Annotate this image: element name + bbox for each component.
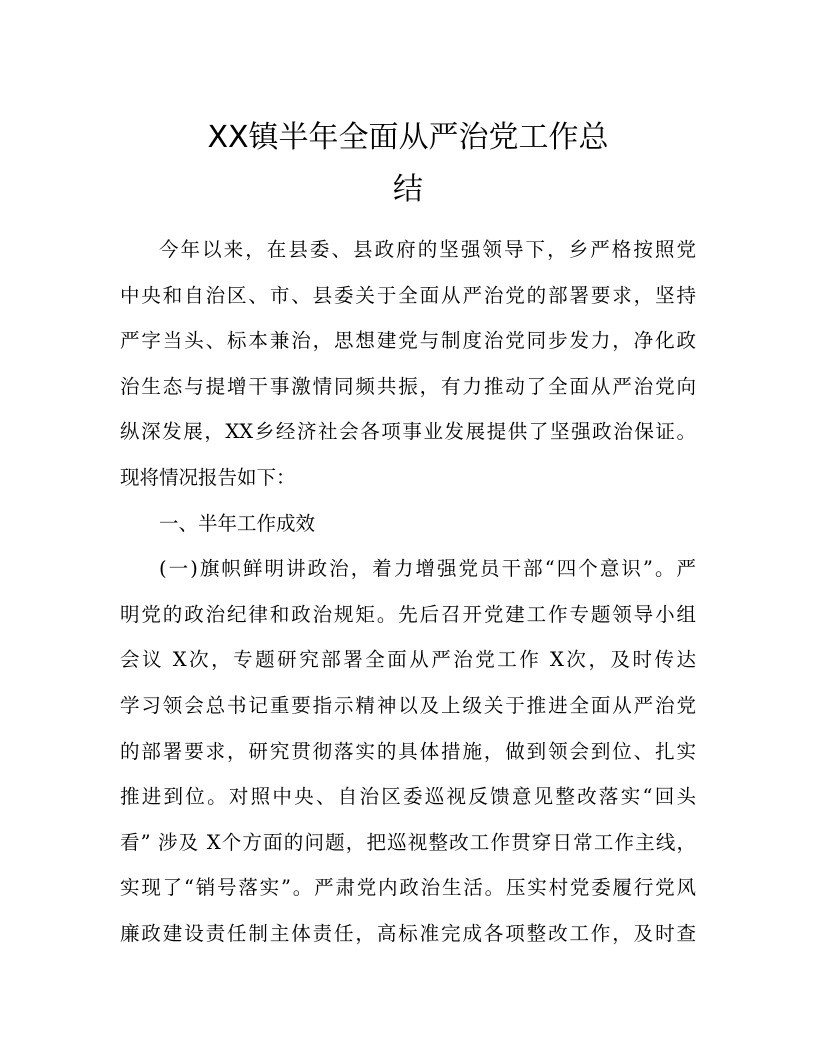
paragraph-2-line: 会议 X次，专题研究部署全面从严治党工作 X次，及时传达 [120,648,696,672]
document-title [120,112,696,216]
paragraph-2-line: (一)旗帜鲜明讲政治，着力增强党员干部“四个意识”。严 [159,557,696,581]
paragraph-2-line: 实现了“销号落实”。严肃党内政治生活。压实村党委履行党风 [120,876,696,900]
title-line-2: 结 [393,172,423,207]
paragraph-2-line: 推进到位。对照中央、自治区委巡视反馈意见整改落实“回头 [120,785,696,809]
document-body [120,227,696,957]
section-heading: 一、半年工作成效 [159,511,316,535]
paragraph-2-line: 廉政建设责任制主体责任，高标准完成各项整改工作，及时查 [120,921,696,945]
paragraph-1-line: 现将情况报告如下： [120,465,296,489]
paragraph-2-line: 明党的政治纪律和政治规矩。先后召开党建工作专题领导小组 [120,602,696,626]
paragraph-2-line: 学习领会总书记重要指示精神以及上级关于推进全面从严治党 [120,693,696,717]
paragraph-2-line: 的部署要求，研究贯彻落实的具体措施，做到领会到位、扎实 [120,739,696,763]
paragraph-1-line: 严字当头、标本兼治，思想建党与制度治党同步发力，净化政 [120,329,696,353]
paragraph-1-line: 纵深发展，XX乡经济社会各项事业发展提供了坚强政治保证。 [120,420,696,444]
paragraph-1-line: 治生态与提增干事激情同频共振，有力推动了全面从严治党向 [120,374,696,398]
title-line-1: XX镇半年全面从严治党工作总 [207,120,609,155]
paragraph-1-line: 中央和自治区、市、县委关于全面从严治党的部署要求，坚持 [120,283,696,307]
paragraph-2-line: 看” 涉及 X个方面的问题，把巡视整改工作贯穿日常工作主线， [120,830,696,854]
paragraph-1-line: 今年以来，在县委、县政府的坚强领导下，乡严格按照党 [159,238,696,261]
